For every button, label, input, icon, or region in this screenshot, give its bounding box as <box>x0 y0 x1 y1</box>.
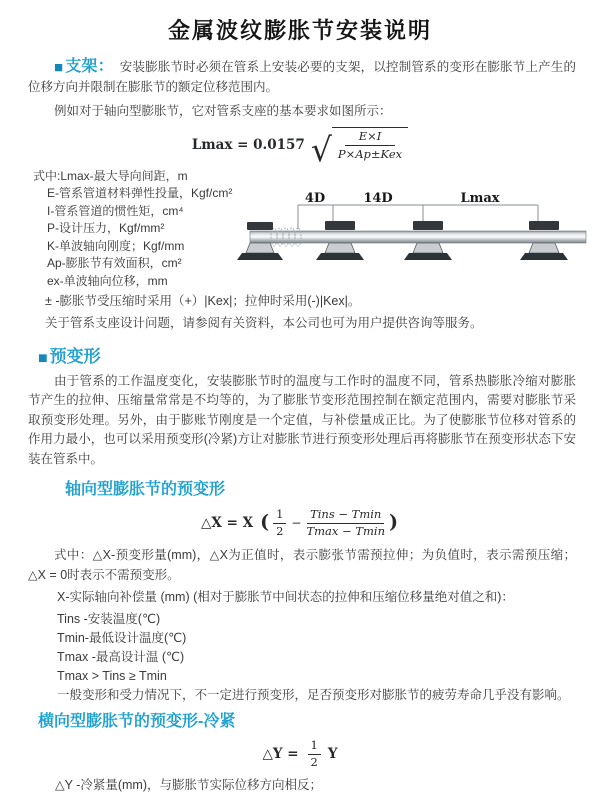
half-fraction <box>308 738 321 770</box>
fraction-denominator: Tmax − Tmin <box>306 524 385 539</box>
fraction-numerator: 1 <box>308 738 321 755</box>
formula-denominator: P×Ap±Kex <box>337 147 403 161</box>
axial-note: 一般变形和受力情况下，不一定进行预变形，足否预变形对膨胀节的疲劳寿命几乎没有影响。 <box>57 688 570 703</box>
half-fraction <box>273 507 286 539</box>
lmax-formula <box>0 127 600 169</box>
section-marker-icon: ■ <box>38 349 48 367</box>
predeform-body-text: 由于管系的工作温度变化，安装膨胀节时的温度与工作时的温度不同，管系热膨胀冷缩对膨胀节产生的拉伸、压缩量常常是不均等的，为了膨胀节变形范围控制在额定范围内，需要对膨胀节采取预变形处理。另外，由于膨账节刚度是一个定值，与补偿量成正比。为了使膨胀节位移对管系的作用力最小，也可以采用预变形(冷紧)方让对膨胀节进行预变形处理后再将膨胀节在预变形状态下安装在管系中。 <box>28 373 576 466</box>
definition-line: Ap-膨胀节有效面积，cm² <box>47 256 182 271</box>
formula-lhs: Lmax = 0.0157 <box>191 136 305 153</box>
consult-note: 关于管系支座设计问题，请参阅有关资料，本公司也可为用户提供咨询等服务。 <box>45 315 483 330</box>
predeform-heading <box>38 342 600 368</box>
minus-operator: − <box>291 516 302 531</box>
page-title: 金属波纹膨胀节安装说明 <box>167 18 432 43</box>
axial-subheading: 轴向型膨胀节的预变形 <box>65 481 226 499</box>
fraction-denominator: 2 <box>310 755 318 770</box>
axial-explain-text: 式中：△X-预变形量(mm)，△X为正值时，表示膨张节需预拉伸；为负值时，表示需预压缩；△X = 0时表示不需预变形。 <box>28 548 576 582</box>
axial-predeform-formula <box>0 507 600 539</box>
support-intro-text: 安装膨胀节时必须在管系上安装必要的支架，以控制管系的变形在膨胀节上产生的位移方向并限制在膨胀节的额定位移范围内。 <box>28 60 576 94</box>
dim-label-4d: 4D <box>304 191 326 206</box>
open-paren: ( <box>260 511 270 534</box>
dim-label-14d: 14D <box>363 191 393 206</box>
section-marker-icon: ■ <box>54 59 64 76</box>
formula-lhs: △X = X <box>201 515 254 532</box>
definition-line: ex-单波轴向位移，mm <box>47 274 168 289</box>
square-root <box>310 127 408 169</box>
temperature-fraction <box>306 507 385 539</box>
fraction-numerator: 1 <box>273 507 286 524</box>
formula-rhs: Y <box>327 746 338 763</box>
fraction-numerator: Tins − Tmin <box>307 507 384 524</box>
definition-line: E-管系管道材料弹性投量，Kgf/cm² <box>47 186 233 201</box>
sqrt-fraction <box>332 127 408 162</box>
dim-label-lmax: Lmax <box>460 191 500 206</box>
temp-line: Tins -安装温度(℃) <box>57 612 161 627</box>
sign-note: ± -膨胀节受压缩时采用（+）|Kex|；拉伸时采用(-)|Kex|。 <box>45 293 361 308</box>
close-paren: ) <box>388 511 398 534</box>
temp-line: Tmax -最高设计温 (℃) <box>57 650 185 665</box>
formula-numerator: E×I <box>345 129 396 146</box>
fraction-denominator: 2 <box>276 524 284 539</box>
support-example-text: 例如对于轴向型膨胀节，它对管系支座的基本要求如图所示： <box>54 104 392 118</box>
pipe-support-diagram <box>248 190 588 285</box>
definition-line: K-单波轴向刚度；Kgf/mm <box>47 238 185 253</box>
axial-x-definition: X-实际轴向补偿量 (mm) (相对于膨胀节中间状态的拉伸和压缩位移量绝对值之和)： <box>57 590 514 605</box>
sqrt-radical-icon: √ <box>310 129 332 169</box>
temp-line: Tmin-最低设计温度(℃) <box>57 631 187 646</box>
definition-line: P-设计压力，Kgf/mm² <box>47 221 165 236</box>
temp-line: Tmax > Tins ≥ Tmin <box>57 669 167 684</box>
formula-lhs: △Y = <box>262 746 299 763</box>
lateral-subheading: 横向型膨胀节的预变形-冷紧 <box>38 713 236 731</box>
definition-line: I-管系管道的惯性矩，cm⁴ <box>47 203 184 218</box>
temperature-definitions <box>57 610 600 686</box>
support-paragraph <box>28 57 576 97</box>
lateral-note: △Y -冷紧量(mm)，与膨胀节实际位移方向相反； <box>55 778 323 793</box>
predeform-heading-label: 预变形 <box>49 346 101 366</box>
support-section-heading: 支架： <box>65 58 114 75</box>
definition-line: 式中:Lmax-最大导向间距，m <box>33 168 188 183</box>
lateral-predeform-formula <box>0 739 600 769</box>
